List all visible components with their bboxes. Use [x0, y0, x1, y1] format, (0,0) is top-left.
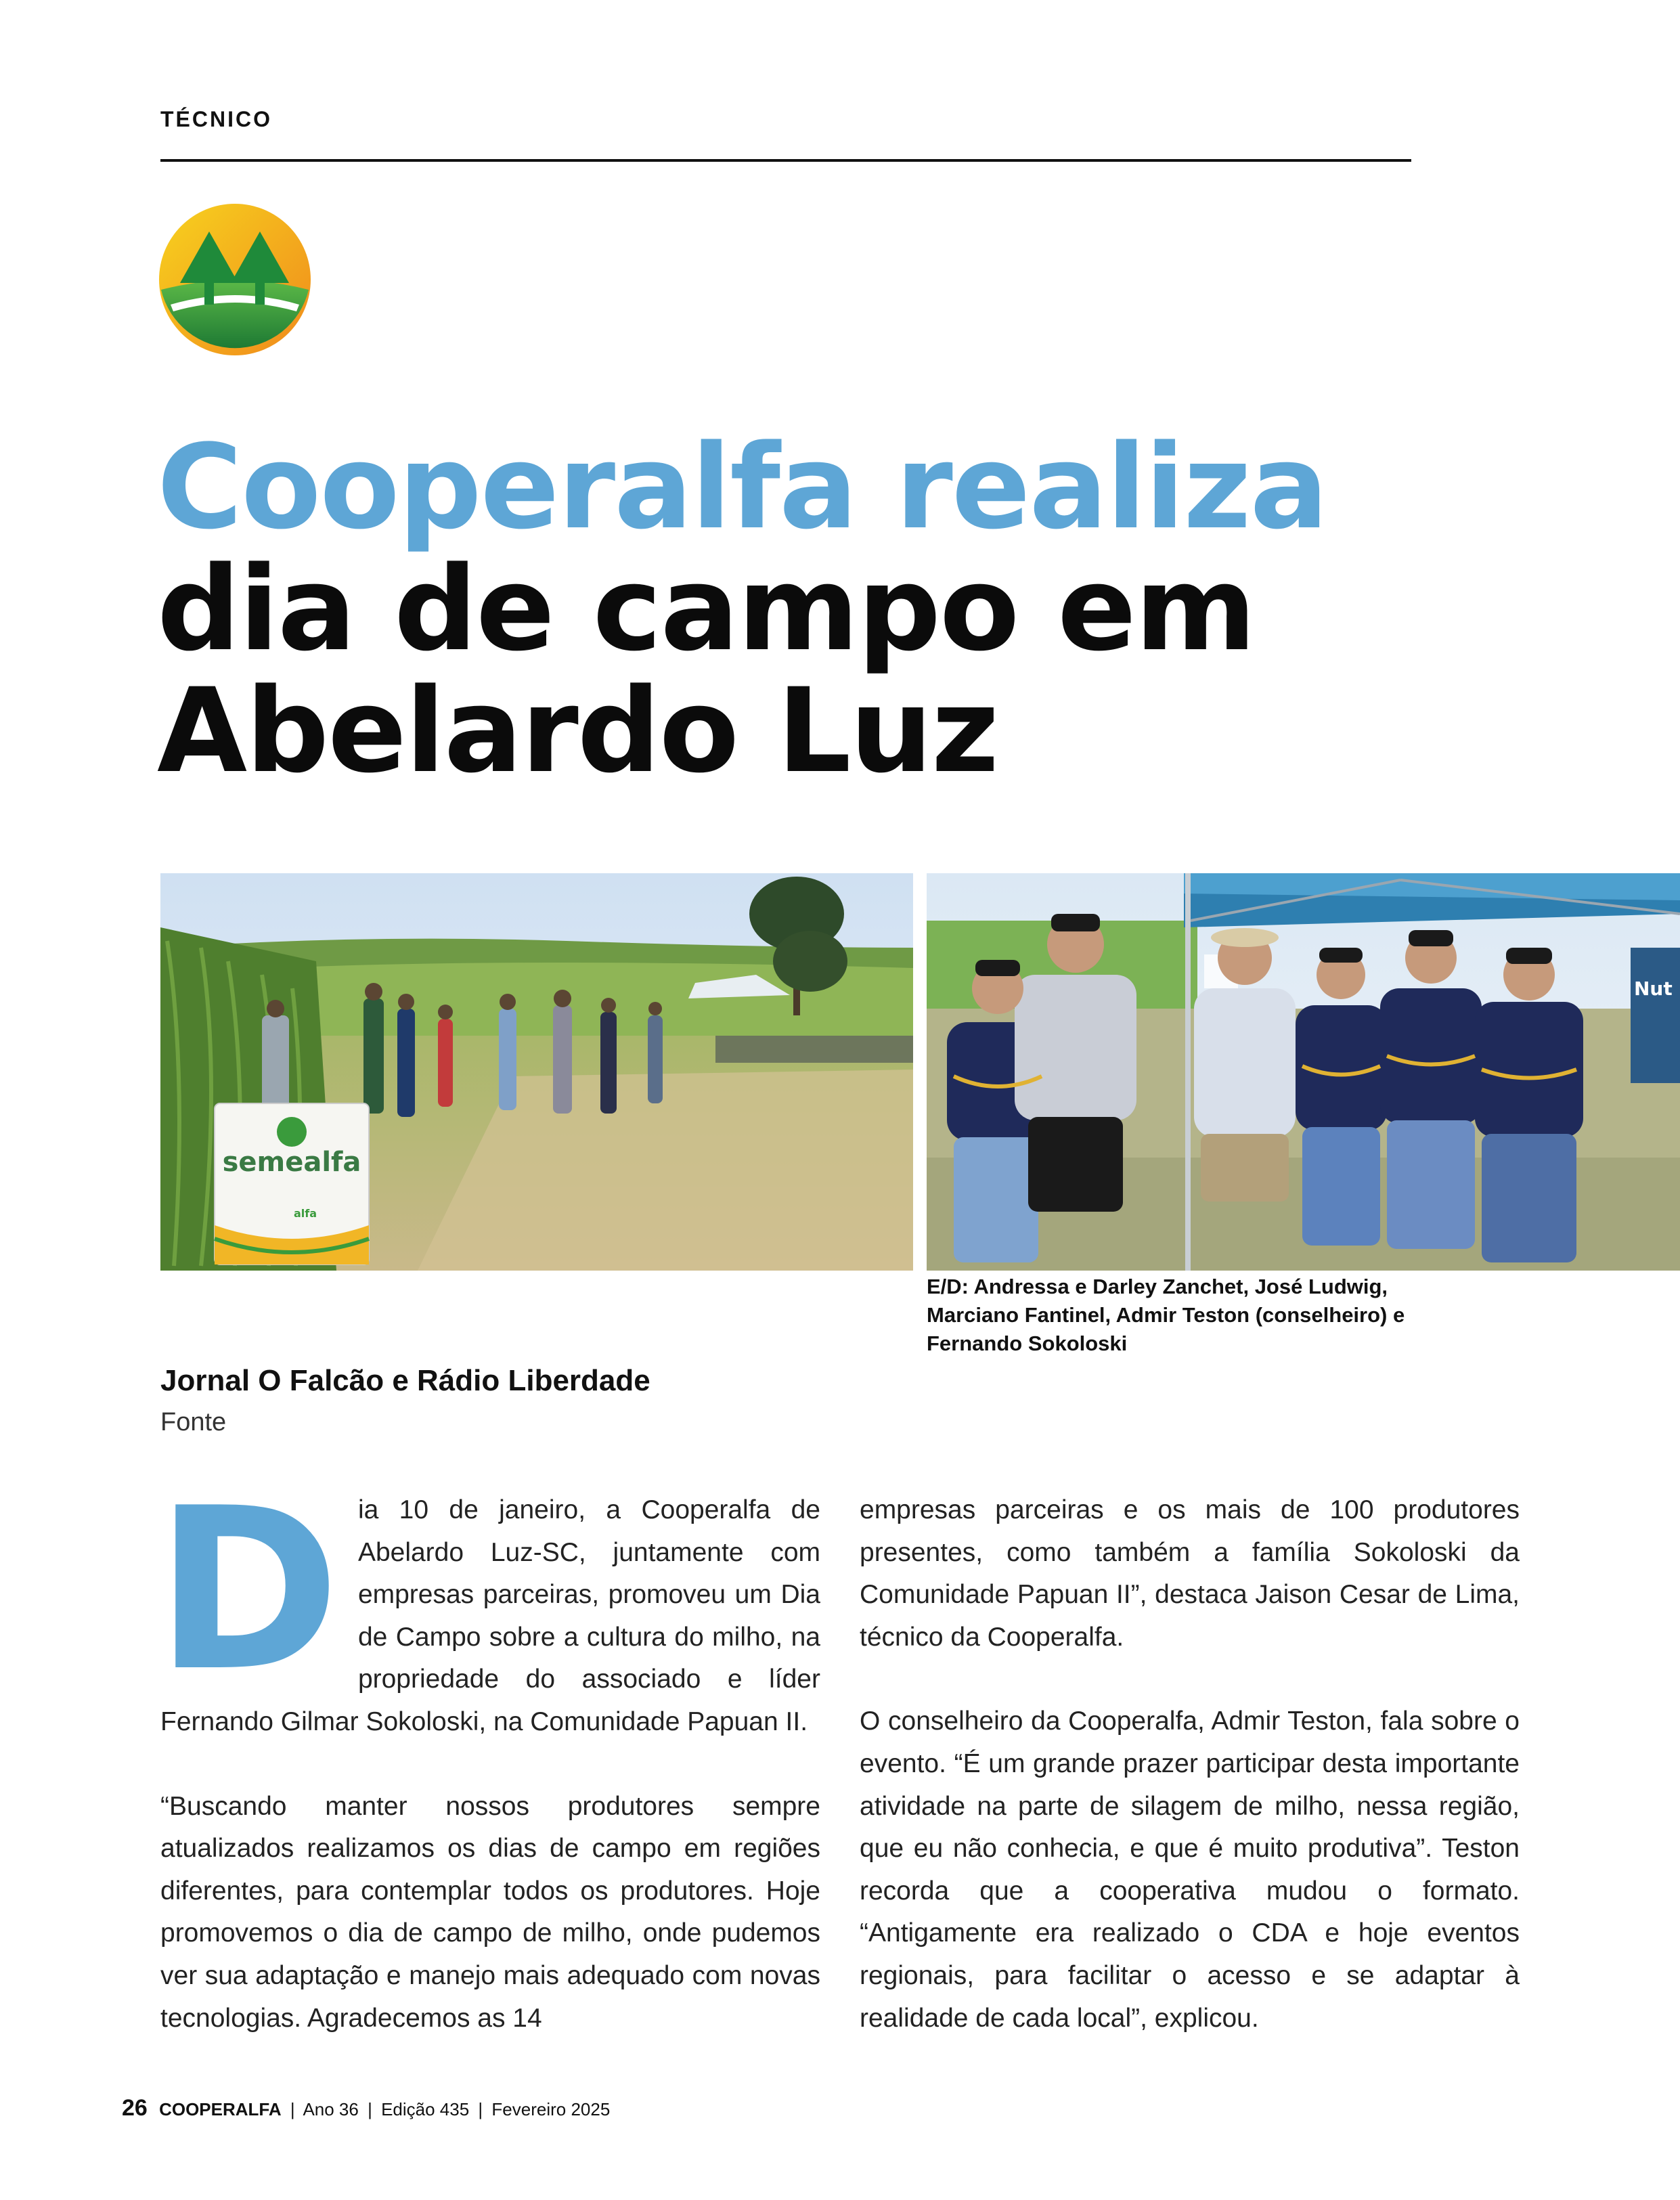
photo-field-day-crowd	[160, 873, 913, 1271]
photo-caption: E/D: Andressa e Darley Zanchet, José Ludwig, Marciano Fantinel, Admir Teston (conselheiro) e Fernando Sokoloski	[927, 1275, 1405, 1355]
drop-cap: D	[155, 1460, 340, 1720]
body-paragraph	[155, 1460, 820, 1744]
footer-separator: |	[290, 2099, 295, 2119]
footer-separator: |	[478, 2099, 483, 2119]
footer-edition: Edição 435	[381, 2099, 470, 2119]
sign-subtext: alfa	[293, 1207, 317, 1220]
footer-year: Ano 36	[303, 2099, 359, 2119]
section-label: TÉCNICO	[160, 107, 272, 131]
headline-line-3: Abelardo Luz	[157, 663, 998, 799]
footer-brand: COOPERALFA	[159, 2099, 282, 2119]
headline	[157, 419, 1443, 799]
header-rule	[160, 159, 1411, 162]
body-paragraph: O conselheiro da Cooperalfa, Admir Teston, fala sobre o evento. “É um grande prazer participar desta importante atividade na parte de silagem de milho, nessa região, que eu não conhecia, e que é muito produtiva”. Teston recorda que a cooperativa mudou o formato. “Antigamente era realizado o CDA e hoje eventos regionais, para facilitar o acesso e se adaptar à realidade de cada local”, explicou.	[860, 1707, 1520, 2033]
headline-line-1: Cooperalfa realiza	[157, 419, 1327, 555]
banner-text: Nut	[1634, 977, 1673, 1000]
sign-text: semealfa	[222, 1147, 361, 1178]
body-paragraph: empresas parceiras e os mais de 100 produtores presentes, como também a família Sokoloski da Comunidade Papuan II”, destaca Jaison Cesar de Lima, técnico da Cooperalfa.	[860, 1495, 1520, 1652]
page-number: 26	[122, 2095, 148, 2121]
photo-group-portrait	[927, 873, 1680, 1271]
page-footer	[122, 2095, 610, 2121]
source-label: Fonte	[160, 1408, 227, 1436]
body-column-right	[860, 1489, 1520, 2082]
footer-date: Fevereiro 2025	[491, 2099, 611, 2119]
footer-separator: |	[368, 2099, 372, 2119]
body-paragraph-text: ia 10 de janeiro, a Cooperalfa de Abelardo Luz-SC, juntamente com empresas parceiras, promoveu um Dia de Campo sobre a cultura do milho, na propriedade do associado e líder Fernando Gilmar Sokoloski, na Comunidade Papuan II.	[160, 1495, 820, 1736]
body-paragraph: “Buscando manter nossos produtores sempre atualizados realizamos os dias de campo em regiões diferentes, para contemplar todos os produtores. Hoje promovemos o dia de campo de milho, onde pudemos ver sua adaptação e manejo mais adequado com novas tecnologias. Agradecemos as 14	[160, 1791, 820, 2033]
headline-line-2: dia de campo em	[157, 541, 1255, 677]
semealfa-sign	[215, 1103, 369, 1264]
body-column-left	[155, 1460, 820, 2082]
cooperalfa-logo-icon	[158, 203, 311, 356]
source-name: Jornal O Falcão e Rádio Liberdade	[160, 1364, 650, 1397]
